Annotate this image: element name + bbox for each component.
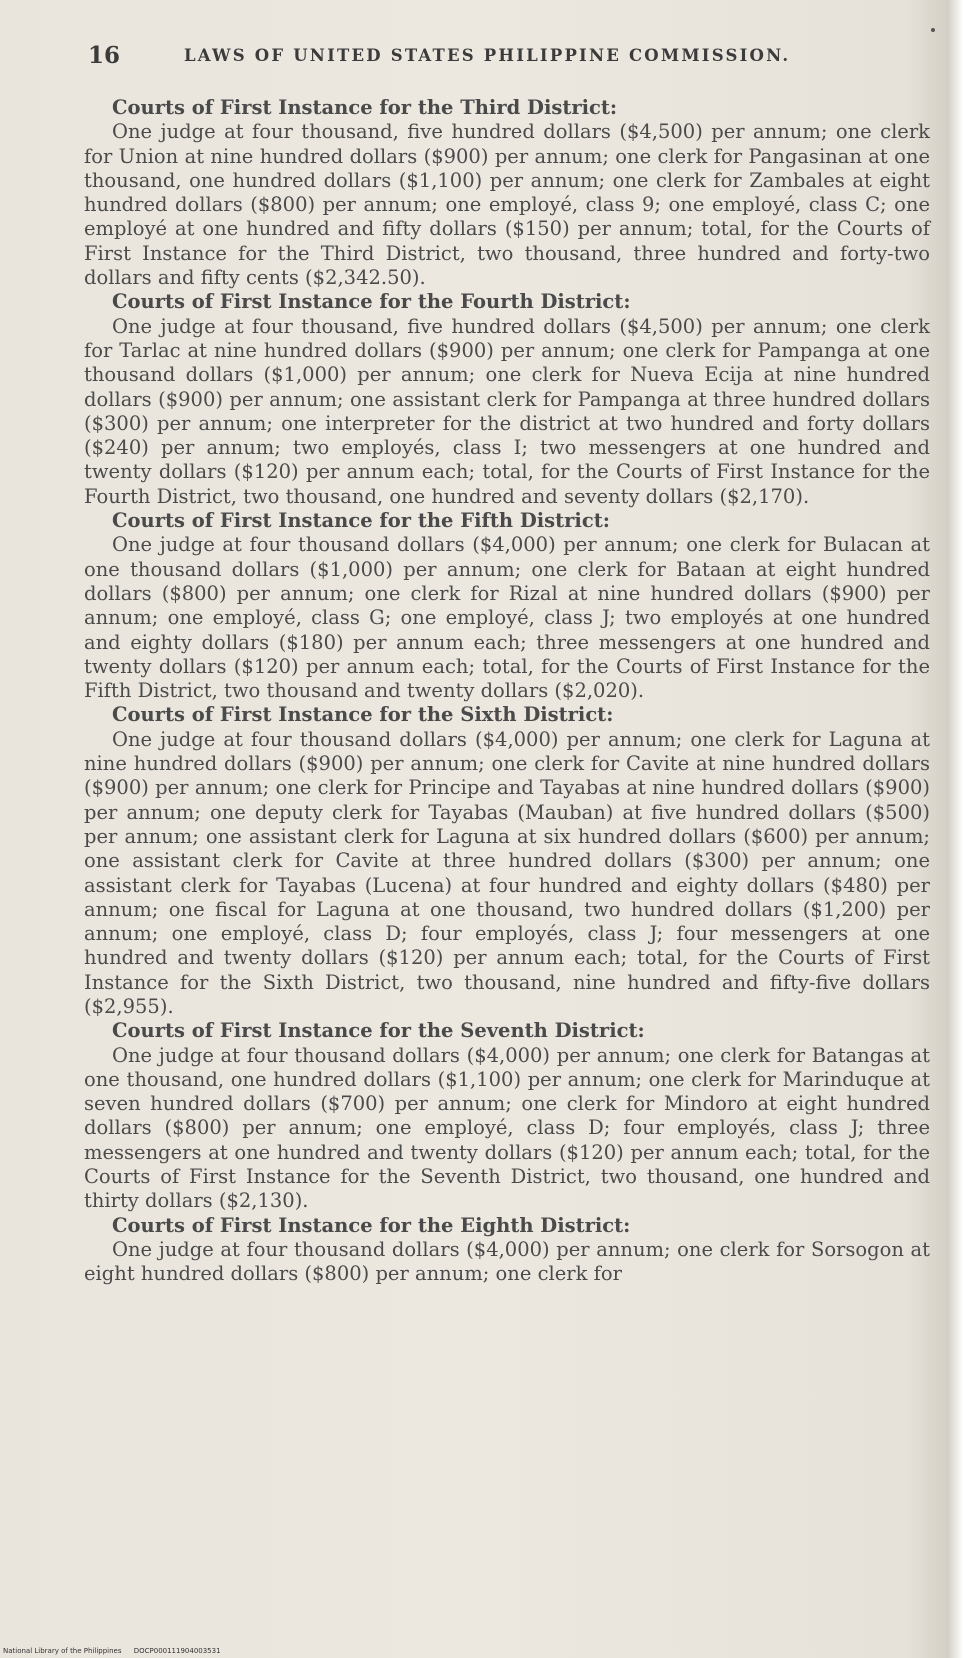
district-paragraph-fourth: One judge at four thousand, five hundred dollars ($4,500) per annum; one clerk for Tarlac at nine hundred dollars ($900) per annum; one clerk for Pampanga at one thousand dollars ($1,000) per annum; one clerk for Nueva Ecija at nine hundred dollars ($900) per annum; one assistant clerk for Pampanga at three hundred dollars ($300) per annum; one interpreter for the district at two hundred and forty dollars ($240) per annum; two employés, class I; two messengers at one hundred and twenty dollars ($120) per annum each; total, for the Courts of First Instance for the Fourth District, two thousand, one hundred and seventy dollars ($2,170). <box>84 314 930 508</box>
ink-dot <box>931 28 935 32</box>
district-heading-eighth: Courts of First Instance for the Eighth District: <box>112 1213 631 1237</box>
district-heading-fourth: Courts of First Instance for the Fourth District: <box>112 290 631 314</box>
page-number: 16 <box>88 42 121 69</box>
district-paragraph-third: One judge at four thousand, five hundred dollars ($4,500) per annum; one clerk for Union at nine hundred dollars ($900) per annum; one clerk for Pangasinan at one thousand, one hundred dollars ($1,100) per annum; one clerk for Zambales at eight hundred dollars ($800) per annum; one employé, class 9; one employé, class C; one employé at one hundred and fifty dollars ($150) per annum; total, for the Courts of First Instance for the Third District, two thousand, three hundred and forty-two dollars and fifty cents ($2,342.50). <box>84 120 930 290</box>
district-paragraph-sixth: One judge at four thousand dollars ($4,000) per annum; one clerk for Laguna at nine hundred dollars ($900) per annum; one clerk for Cavite at nine hundred dollars ($900) per annum; one clerk for Principe and Tayabas at nine hundred dollars ($900) per annum; one deputy clerk for Tayabas (Mauban) at five hundred dollars ($500) per annum; one assistant clerk for Laguna at six hundred dollars ($600) per annum; one assistant clerk for Cavite at three hundred dollars ($300) per annum; one assistant clerk for Tayabas (Lucena) at four hundred and eighty dollars ($480) per annum; one fiscal for Laguna at one thousand, two hundred dollars ($1,200) per annum; one employé, class D; four employés, class J; four messengers at one hundred and twenty dollars ($120) per annum each; total, for the Courts of First Instance for the Sixth District, two thousand, nine hundred and fifty-five dollars ($2,955). <box>84 727 930 1018</box>
page-edge-shadow <box>949 0 963 1658</box>
district-heading-sixth: Courts of First Instance for the Sixth District: <box>112 703 614 727</box>
footer-library: National Library of the Philippines <box>3 1647 122 1655</box>
district-paragraph-seventh: One judge at four thousand dollars ($4,000) per annum; one clerk for Batangas at one thousand, one hundred dollars ($1,100) per annum; one clerk for Marinduque at seven hundred dollars ($700) per annum; one clerk for Mindoro at eight hundred dollars ($800) per annum; one employé, class D; four employés, class J; three messengers at one hundred and twenty dollars ($120) per annum each; total, for the Courts of First Instance for the Seventh District, two thousand, one hundred and thirty dollars ($2,130). <box>84 1043 930 1213</box>
district-paragraph-fifth: One judge at four thousand dollars ($4,000) per annum; one clerk for Bulacan at one thousand dollars ($1,000) per annum; one clerk for Bataan at eight hundred dollars ($800) per annum; one clerk for Rizal at nine hundred dollars ($900) per annum; one employé, class G; one employé, class J; two employés at one hundred and eighty dollars ($180) per annum each; three messengers at one hundred and twenty dollars ($120) per annum each; total, for the Courts of First Instance for the Fifth District, two thousand and twenty dollars ($2,020). <box>84 533 930 703</box>
district-heading-seventh: Courts of First Instance for the Seventh District: <box>112 1019 645 1043</box>
running-head: LAWS OF UNITED STATES PHILIPPINE COMMISSION. <box>184 46 791 65</box>
district-heading-fifth: Courts of First Instance for the Fifth District: <box>112 509 610 533</box>
footer-code: DOCP000111904003531 <box>133 1647 221 1655</box>
district-paragraph-eighth: One judge at four thousand dollars ($4,000) per annum; one clerk for Sorsogon at eight hundred dollars ($800) per annum; one clerk for <box>84 1237 930 1286</box>
page-header <box>88 42 848 76</box>
district-heading-third: Courts of First Instance for the Third District: <box>112 96 618 119</box>
body-text <box>84 96 930 1287</box>
scan-footer <box>3 1647 231 1655</box>
